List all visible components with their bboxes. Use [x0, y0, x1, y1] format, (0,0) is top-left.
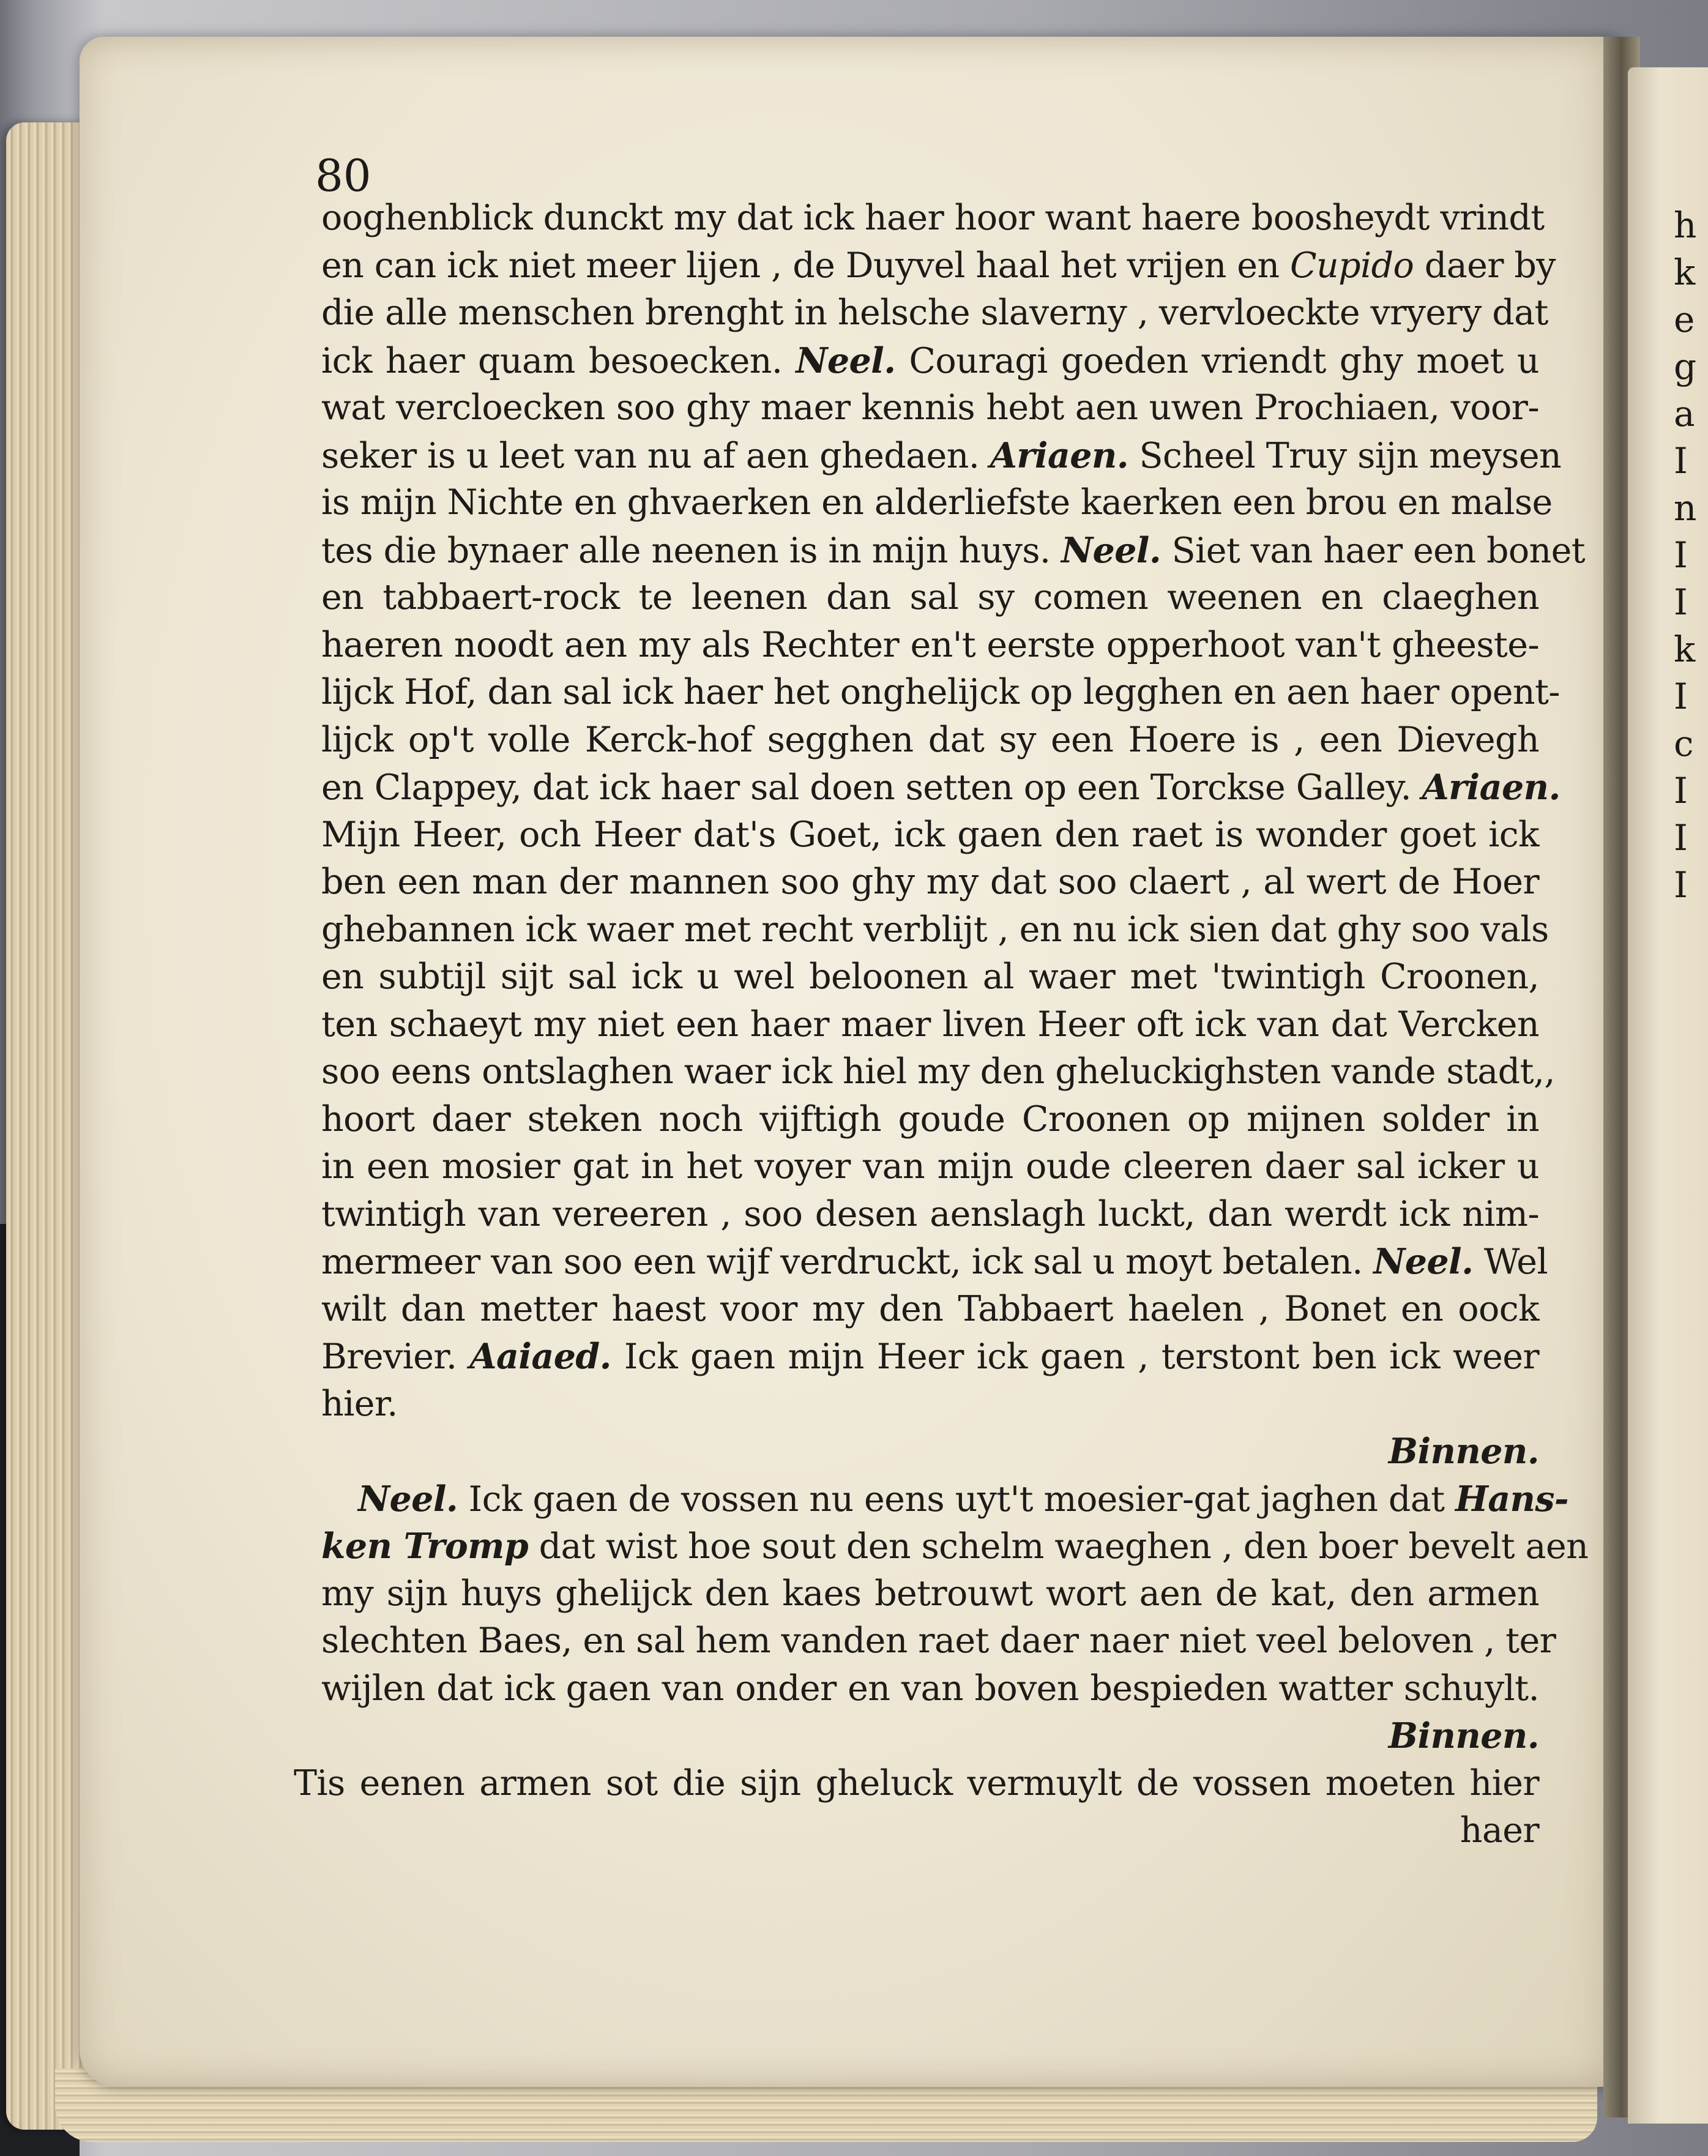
text-line — [321, 669, 1560, 717]
text-line — [321, 1333, 1539, 1381]
line-text: ten schaeyt my niet een haer maer liven Heer oft ick van dat Vercken — [321, 1004, 1539, 1045]
line-text: en can ick niet meer lijen , de Duyvel haal het vrijen en — [321, 245, 1291, 286]
facing-page-letter: I — [1674, 581, 1688, 623]
text-line — [321, 1475, 1568, 1523]
text-line — [321, 384, 1539, 432]
speaker-name: Hans- — [1455, 1478, 1568, 1520]
facing-page-letter: k — [1674, 629, 1696, 670]
italic-text: Cupido — [1290, 245, 1414, 286]
text-line — [321, 1001, 1539, 1049]
text-line — [321, 764, 1561, 811]
facing-page-letter: a — [1674, 393, 1695, 435]
line-text: haeren noodt aen my als Rechter en't eerste opperhoot van't gheeste- — [321, 624, 1539, 665]
text-line — [321, 1428, 1539, 1475]
speaker-name: Binnen. — [1388, 1715, 1539, 1756]
facing-page-letter: I — [1674, 440, 1688, 482]
line-text: ick haer quam besoecken. — [321, 340, 796, 381]
text-line — [321, 242, 1556, 290]
line-text: Ick gaen mijn Heer ick gaen , terstont ben ick weer — [611, 1337, 1539, 1377]
speaker-name: Ariaen. — [990, 435, 1128, 476]
line-text: hier. — [321, 1383, 398, 1424]
line-text: twintigh van vereeren , soo desen aenslagh luckt, dan werdt ick nim- — [321, 1193, 1539, 1234]
speaker-name: Aaiaed. — [469, 1336, 611, 1377]
text-line — [321, 1143, 1539, 1191]
facing-page-letter: h — [1674, 204, 1697, 246]
body-text — [294, 195, 1589, 1855]
line-text: en subtijl sijt sal ick u wel beloonen al waer met 'twintigh Croonen, — [321, 957, 1539, 997]
line-text: lijck op't volle Kerck-hof segghen dat sy een Hoere is , een Dievegh — [321, 719, 1539, 760]
line-text: in een mosier gat in het voyer van mijn oude cleeren daer sal icker u — [321, 1146, 1539, 1187]
text-line — [294, 1760, 1539, 1808]
line-text: my sijn huys ghelijck den kaes betrouwt wort aen de kat, den armen — [321, 1573, 1539, 1614]
text-line — [321, 1570, 1539, 1618]
facing-page-letter: k — [1674, 252, 1696, 293]
line-text: wilt dan metter haest voor my den Tabbaert haelen , Bonet en oock — [321, 1288, 1539, 1329]
line-text: Mijn Heer, och Heer dat's Goet, ick gaen den raet is wonder goet ick — [321, 814, 1539, 855]
line-text: ben een man der mannen soo ghy my dat soo claert , al wert de Hoer — [321, 862, 1539, 902]
line-text: en Clappey, dat ick haer sal doen setten op een Torckse Galley. — [321, 767, 1422, 808]
speaker-name: Neel. — [1061, 529, 1162, 571]
facing-page-letter: g — [1674, 346, 1697, 387]
line-text: ghebannen ick waer met recht verblijt , en nu ick sien dat ghy soo vals — [321, 909, 1549, 950]
line-text: seker is u leet van nu af aen ghedaen. — [321, 435, 990, 476]
line-text: haer — [1460, 1810, 1539, 1851]
text-line — [321, 1665, 1539, 1713]
text-line — [321, 337, 1539, 385]
text-line — [321, 527, 1586, 575]
text-line — [321, 1712, 1539, 1760]
facing-page-letter: n — [1674, 487, 1697, 529]
line-text: is mijn Nichte en ghvaerken en alderliefste kaerken een brou en malse — [321, 482, 1553, 523]
line-text: mermeer van soo een wijf verdruckt, ick sal u moyt betalen. — [321, 1242, 1374, 1282]
line-text: soo eens ontslaghen waer ick hiel my den gheluckighsten vande stadt,, — [321, 1051, 1555, 1092]
text-line — [321, 811, 1539, 859]
text-line — [321, 859, 1539, 906]
line-text: dat wist hoe sout den schelm waeghen , den boer bevelt aen — [528, 1526, 1589, 1567]
text-line — [321, 1048, 1555, 1096]
line-text: Wel — [1473, 1242, 1548, 1282]
page-number: 80 — [315, 150, 371, 201]
line-text: die alle menschen brenght in helsche slaverny , vervloeckte vryery dat — [321, 293, 1548, 333]
text-line — [321, 1807, 1539, 1855]
text-line — [321, 574, 1539, 622]
text-line — [321, 953, 1539, 1001]
text-line — [321, 906, 1549, 954]
facing-page-letter: c — [1674, 723, 1694, 764]
line-text: wijlen dat ick gaen van onder en van boven bespieden watter schuylt. — [321, 1668, 1539, 1709]
line-text: slechten Baes, en sal hem vanden raet daer naer niet veel beloven , ter — [321, 1621, 1556, 1661]
text-line — [321, 1096, 1539, 1144]
facing-page-letter: I — [1674, 534, 1688, 576]
facing-page-letter: I — [1674, 676, 1688, 717]
line-text: Couragi goeden vriendt ghy moet u — [895, 340, 1539, 381]
text-line — [321, 195, 1545, 242]
speaker-name: Neel. — [1373, 1241, 1474, 1282]
line-text: Ick gaen de vossen nu eens uyt't moesier-gat jaghen dat — [458, 1479, 1455, 1520]
text-line — [321, 432, 1562, 480]
speaker-name: Ariaen. — [1422, 767, 1561, 808]
line-text: Brevier. — [321, 1337, 470, 1377]
text-line — [321, 1191, 1539, 1239]
text-line — [321, 1238, 1548, 1286]
text-line — [321, 717, 1539, 764]
line-text: hoort daer steken noch vijftigh goude Croonen op mijnen solder in — [321, 1099, 1539, 1140]
text-line — [321, 622, 1539, 670]
facing-page-letter: I — [1674, 864, 1688, 906]
speaker-name: Neel. — [358, 1478, 458, 1520]
line-text: lijck Hof, dan sal ick haer het onghelijck op legghen en aen haer opent- — [321, 672, 1560, 712]
speaker-name: Neel. — [796, 340, 896, 381]
line-text: en tabbaert-rock te leenen dan sal sy comen weenen en claeghen — [321, 577, 1539, 617]
facing-page-letter: I — [1674, 770, 1688, 811]
text-line — [321, 1286, 1539, 1334]
facing-page-letter: I — [1674, 817, 1688, 859]
text-line — [321, 1617, 1556, 1665]
facing-page-letter: e — [1674, 299, 1695, 340]
line-text: daer by — [1414, 245, 1556, 286]
text-line — [321, 289, 1548, 337]
text-line — [321, 1381, 1539, 1428]
line-text: Tis eenen armen sot die sijn gheluck vermuylt de vossen moeten hier — [294, 1762, 1539, 1804]
speaker-name: ken Tromp — [321, 1526, 529, 1567]
line-text: Scheel Truy sijn meysen — [1128, 435, 1562, 476]
line-text: ooghenblick dunckt my dat ick haer hoor want haere boosheydt vrindt — [321, 198, 1545, 238]
line-text: wat vercloecken soo ghy maer kennis hebt aen uwen Prochiaen, voor- — [321, 387, 1539, 428]
text-line — [321, 1523, 1589, 1570]
text-line — [321, 479, 1553, 527]
facing-page-text — [1674, 202, 1708, 909]
line-text: tes die bynaer alle neenen is in mijn huys. — [321, 530, 1061, 571]
line-text: Siet van haer een bonet — [1161, 530, 1586, 571]
speaker-name: Binnen. — [1388, 1431, 1539, 1472]
